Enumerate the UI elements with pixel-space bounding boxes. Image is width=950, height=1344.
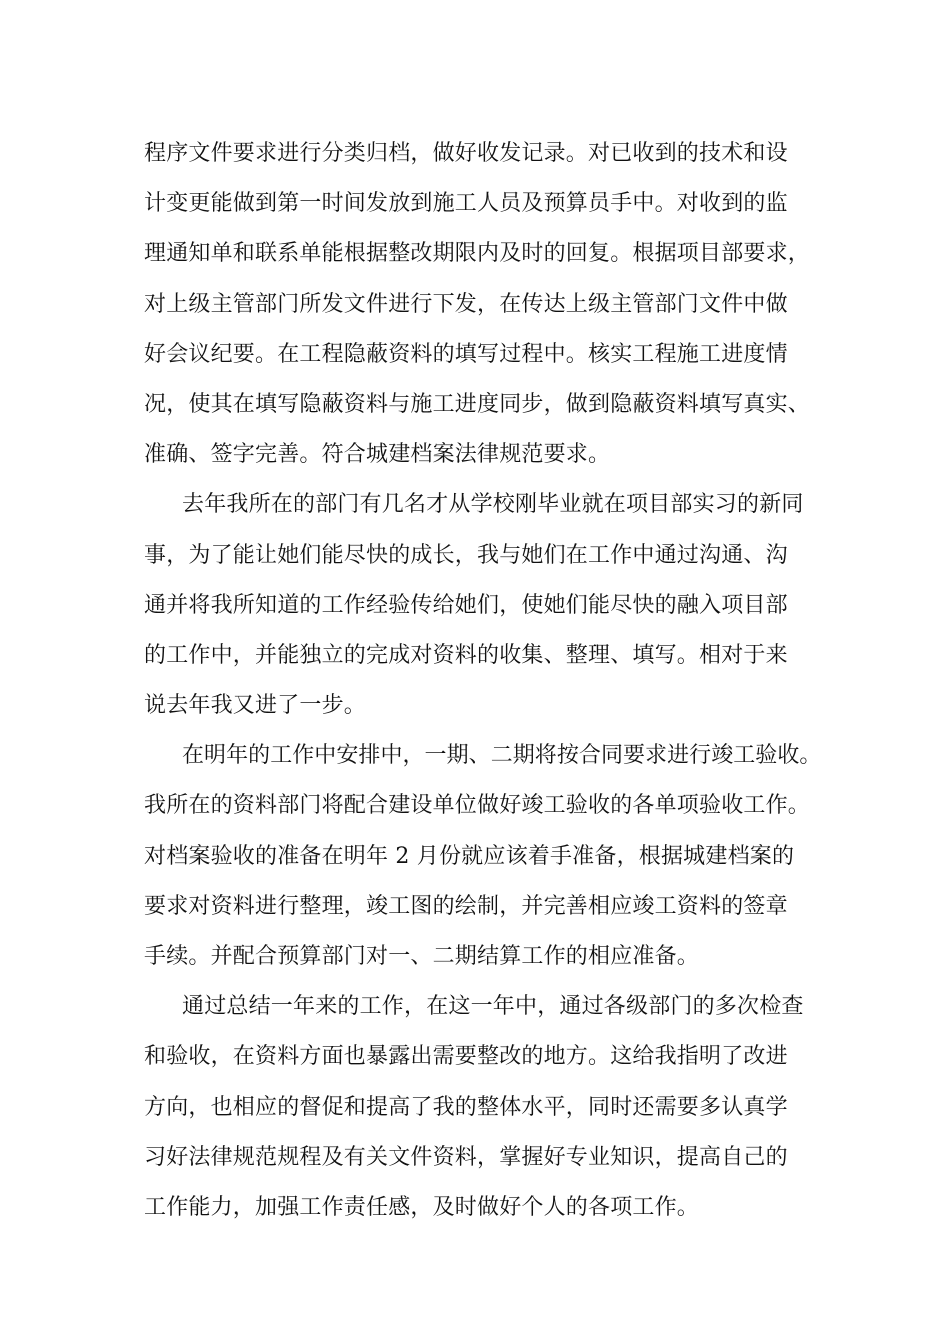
paragraph-line: 在明年的工作中安排中，一期、二期将按合同要求进行竣工验收。 [182, 743, 822, 769]
paragraph-line: 和验收，在资料方面也暴露出需要整改的地方。这给我指明了改进 [144, 1044, 788, 1070]
paragraph-line: 计变更能做到第一时间发放到施工人员及预算员手中。对收到的监 [144, 191, 788, 217]
paragraph-line: 习好法律规范规程及有关文件资料，掌握好专业知识，提高自己的 [144, 1144, 788, 1170]
paragraph-line: 工作能力，加强工作责任感，及时做好个人的各项工作。 [144, 1194, 700, 1220]
paragraph-line: 的工作中，并能独立的完成对资料的收集、整理、填写。相对于来 [144, 642, 788, 668]
paragraph-2 [144, 480, 824, 731]
paragraph-4 [144, 982, 824, 1233]
paragraph-line: 方向，也相应的督促和提高了我的整体水平，同时还需要多认真学 [144, 1094, 788, 1120]
paragraph-line: 程序文件要求进行分类归档，做好收发记录。对已收到的技术和设 [144, 141, 788, 166]
paragraph-line: 对上级主管部门所发文件进行下发，在传达上级主管部门文件中做 [144, 291, 788, 317]
paragraph-line: 好会议纪要。在工程隐蔽资料的填写过程中。核实工程施工进度情 [144, 341, 788, 367]
paragraph-line: 事，为了能让她们能尽快的成长，我与她们在工作中通过沟通、沟 [144, 542, 788, 568]
paragraph-3 [144, 731, 824, 982]
paragraph-line: 通并将我所知道的工作经验传给她们，使她们能尽快的融入项目部 [144, 592, 788, 618]
paragraph-line: 手续。并配合预算部门对一、二期结算工作的相应准备。 [144, 944, 700, 969]
paragraph-line: 要求对资料进行整理，竣工图的绘制，并完善相应竣工资料的签章 [144, 893, 788, 919]
paragraph-line: 况，使其在填写隐蔽资料与施工进度同步，做到隐蔽资料填写真实、 [144, 391, 811, 417]
paragraph-line: 我所在的资料部门将配合建设单位做好竣工验收的各单项验收工作。 [144, 793, 811, 819]
paragraph-line: 说去年我又进了一步。 [144, 693, 367, 719]
document-body [144, 129, 824, 1233]
paragraph-line: 对档案验收的准备在明年 2 月份就应该着手准备，根据城建档案的 [144, 843, 795, 869]
paragraph-line: 通过总结一年来的工作，在这一年中，通过各级部门的多次检查 [182, 994, 804, 1020]
paragraph-line: 理通知单和联系单能根据整改期限内及时的回复。根据项目部要求， [144, 241, 811, 267]
paragraph-1 [144, 129, 824, 480]
paragraph-line: 去年我所在的部门有几名才从学校刚毕业就在项目部实习的新同 [182, 492, 804, 518]
paragraph-line: 准确、签字完善。符合城建档案法律规范要求。 [144, 442, 611, 468]
